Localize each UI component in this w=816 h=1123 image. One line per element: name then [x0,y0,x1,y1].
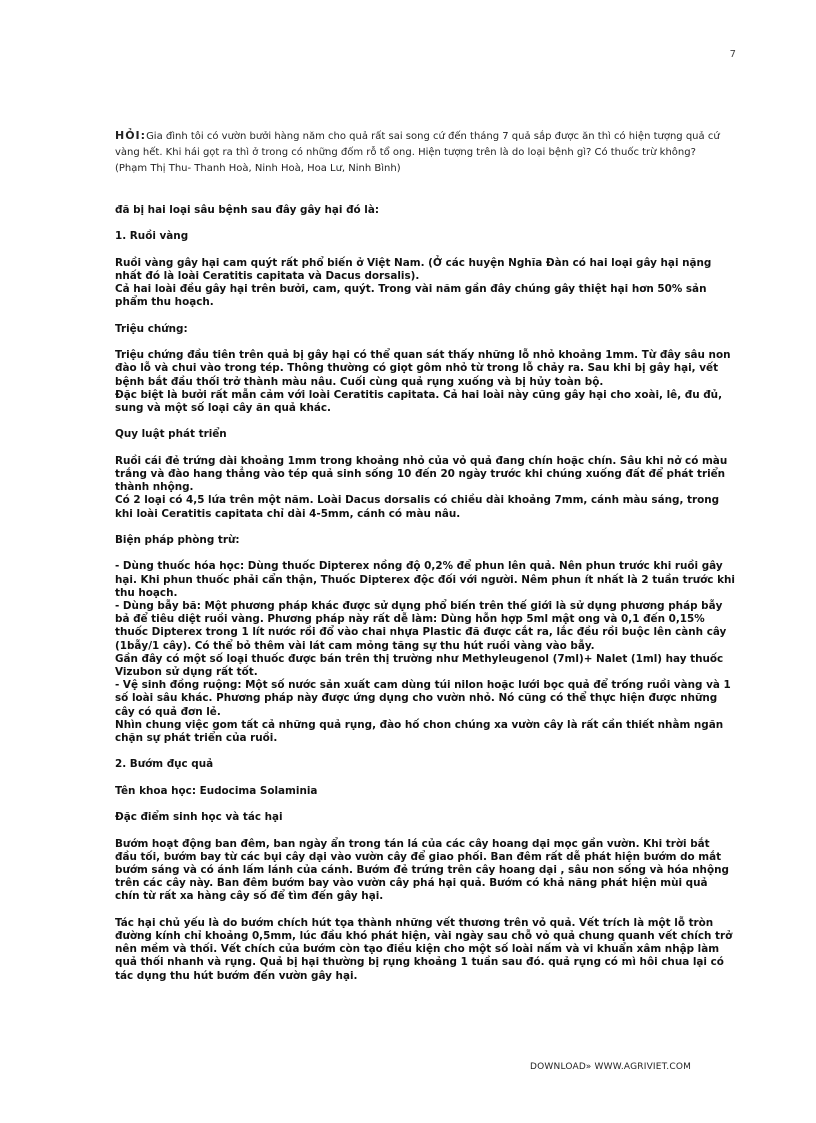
paragraph: Ruồi cái đẻ trứng dài khoảng 1mm trong khoảng nhỏ của vỏ quả đang chín hoặc chín. Sâu khi nở có màu trắng và đào hang thẳng vào tép quả sinh sống 10 đến 20 ngày trước khi chúng xuống đất để phát triển thành nhộng. Có 2 loại có 4,5 lứa trên một năm. Loài Dacus dorsalis có chiều dài khoảng 7mm, cánh màu sáng, trong khi loài Ceratitis capitata chỉ dài 4-5mm, cánh có màu nâu. [115,454,728,520]
section-heading: Biện pháp phòng trừ: [115,533,240,546]
paragraph: đã bị hai loại sâu bệnh sau đây gây hại đó là: [115,204,380,216]
paragraph: Triệu chứng đầu tiên trên quả bị gây hại có thể quan sát thấy những lỗ nhỏ khoảng 1mm. Từ đây sâu non đào lỗ và chui vào trong tép. Thông thường có giọt gôm nhỏ từ trong lỗ chảy ra. Sau khi bị gây hại, vết bệnh bắt đầu thối trở thành màu nâu. Cuối cùng quả rụng xuống và bị hủy toàn bộ. Đặc biệt là bưởi rất mẫn cảm với loài Ceratitis capitata. Cả hai loài này cũng gây hại cho xoài, lê, đu đủ, sung và một số loại cây ăn quả khác. [115,349,731,414]
answer-body [115,204,735,983]
paragraph: Ruồi vàng gây hại cam quýt rất phổ biến ở Việt Nam. (Ở các huyện Nghĩa Đàn có hai loại gây hại nặng nhất đó là loài Ceratitis capitata và Dacus dorsalis). Cả hai loài đều gây hại trên bưởi, cam, quýt. Trong vài năm gần đây chúng gây thiệt hại hơn 50% sản phẩm thu hoạch. [115,256,712,309]
section-heading: 1. Ruồi vàng [115,230,189,243]
section-heading: Quy luật phát triển [115,428,227,441]
section-heading: Triệu chứng: [115,322,188,335]
page-number: 7 [729,49,736,60]
paragraph: - Dùng thuốc hóa học: Dùng thuốc Dipterex nồng độ 0,2% để phun lên quả. Nên phun trước khi ruồi gây hại. Khi phun thuốc phải cẩn thận, Thuốc Dipterex độc đối với người. Nêm phun ít nhất là 2 tuần trước khi thu hoạch. - Dùng bẫy bã: Một phương pháp khác được sử dụng phổ biến trên thế giới là sử dụng phương pháp bẫy bả để tiêu diệt ruồi vàng. Phương pháp này rất dễ làm: Dùng hỗn hợp 5ml mật ong và 0,1 đến 0,15% thuốc Dipterex trong 1 lít nước rồi đổ vào chai nhựa Plastic đã được cắt ra, lắc đều rồi buộc lên cành cây (1bẫy/1 cây). Có thể bỏ thêm vài lát cam mỏng tăng sự thu hút ruồi vàng vào bẫy. Gần đây có một số loại thuốc được bán trên thị trường như Methyleugenol (7ml)+ Nalet (1ml) hay thuốc Vizubon sử dụng rất tốt. - Vệ sinh đồng ruộng: Một số nước sản xuất cam dùng túi nilon hoặc lưới bọc quả để trống ruồi vàng và 1 số loài sâu khác. Phương pháp này được ứng dụng cho vườn nhỏ. Nó cũng có thể thực hiện được những cây có quả đơn lẻ. Nhìn chung việc gom tất cả những quả rụng, đào hố chon chúng xa vườn cây là rất cần thiết nhằm ngăn chặn sự phát triển của ruồi. [115,560,735,744]
paragraph: Bướm hoạt động ban đêm, ban ngày ẩn trong tán lá của các cây hoang dại mọc gần vườn. Khi trời bắt đầu tối, bướm bay từ các bụi cây dại vào vườn cây để giao phối. Ban đêm rất dễ phát hiện bướm do mắt bướm sáng và có ánh lấm lánh của cánh. Bướm đẻ trứng trên cây hoang dại , sâu non sống và hóa nhộng trên các cây này. Ban đêm bướm bay vào vườn cây phá hại quả. Bướm có khả năng phát hiện mùi quả chín từ rất xa hàng cây số để tìm đến gây hại. [115,837,729,903]
footer-download-link[interactable]: DOWNLOAD» WWW.AGRIVIET.COM [530,1062,692,1072]
section-heading: Đặc điểm sinh học và tác hại [115,811,283,824]
question-block [115,128,725,177]
question-text: Gia đình tôi có vườn bưởi hàng năm cho quả rất sai song cứ đến tháng 7 quả sắp được ăn thì có hiện tượng quả cứ vàng hết. Khi hái gọt ra thì ở trong có những đốm rỗ tổ ong. Hiện tượng trên là do loại bệnh gì? Có thuốc trừ không? (Phạm Thị Thu- Thanh Hoà, Ninh Hoà, Hoa Lư, Ninh Bình) [115,131,720,174]
paragraph: Tác hại chủ yếu là do bướm chích hút tọa thành những vết thương trên vỏ quả. Vết trích là một lỗ tròn đường kính chỉ khoảng 0,5mm, lúc đầu khó phát hiện, vài ngày sau chỗ vỏ quả chung quanh vết chích trở nên mềm và thối. Vết chích của bướm còn tạo điều kiện cho một số loài nấm và vi khuẩn xâm nhập làm quả thối nhanh và rụng. Quả bị hại thường bị rụng khoảng 1 tuần sau đó. quả rụng có mì hôi chua lại có tác dụng thu hút bướm đến vườn gây hại. [115,916,733,982]
question-label: HỎI: [115,129,147,142]
section-heading: Tên khoa học: Eudocima Solaminia [115,784,318,797]
section-heading: 2. Bướm đục quả [115,758,214,771]
